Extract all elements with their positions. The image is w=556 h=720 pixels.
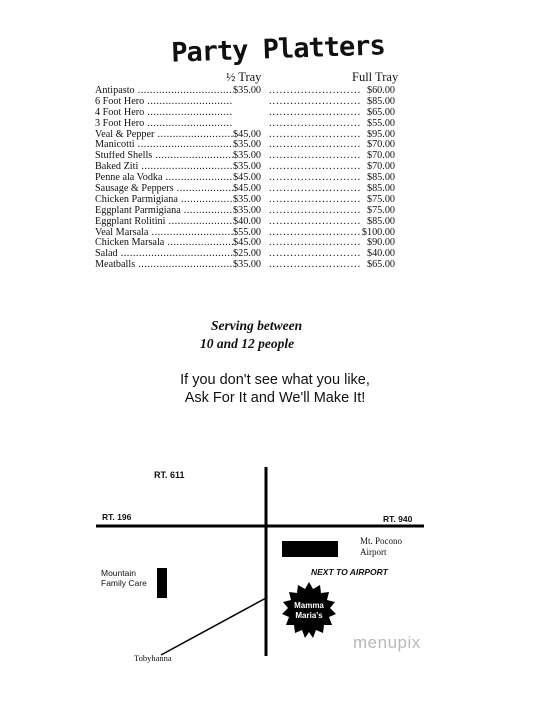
half-tray-price: $35.00	[233, 140, 262, 151]
menu-item-name: Stuffed Shells .....	[95, 151, 233, 162]
full-tray-price: $70.00	[366, 151, 395, 162]
page-title: Party Platters	[170, 30, 386, 69]
full-tray-price: $65.00	[366, 107, 395, 118]
menu-item-name: Sausage & Peppers .....	[95, 184, 233, 195]
menu-item-name: Veal Marsala .....	[95, 228, 233, 239]
tobyhanna-road	[161, 598, 266, 655]
full-tray-price: $70.00	[366, 140, 395, 151]
menu-item-name: 3 Foot Hero .....	[95, 119, 233, 130]
half-tray-price: $40.00	[233, 216, 262, 227]
tobyhanna-label: Tobyhanna	[134, 653, 172, 663]
full-tray-price: $85.00	[366, 96, 395, 107]
mountain-family-care-label: Mountain Family Care	[101, 568, 147, 588]
rt-196-label: RT. 196	[102, 512, 132, 522]
half-tray-price: $35.00	[233, 205, 262, 216]
restaurant-name-line-2: Maria's	[295, 611, 323, 620]
half-tray-price: $45.00	[233, 184, 262, 195]
airport-block	[282, 541, 338, 557]
full-tray-price: $70.00	[366, 162, 395, 173]
half-tray-price: $35.00	[233, 194, 262, 205]
full-tray-price: $75.00	[366, 194, 395, 205]
full-tray-price: $85.00	[366, 216, 395, 227]
menu-item-name: Eggplant Parmigiana .....	[95, 206, 233, 217]
menu-item-name: Meatballs .....	[95, 260, 233, 271]
column-header-full-tray: Full Tray	[352, 70, 399, 84]
half-tray-price: $35.00	[233, 151, 262, 162]
menu-item-name: Chicken Parmigiana .....	[95, 195, 233, 206]
watermark: menupix	[353, 633, 421, 652]
full-tray-price: $85.00	[366, 173, 395, 184]
menu-item-name: Penne ala Vodka .....	[95, 173, 233, 184]
full-tray-price: $55.00	[366, 118, 395, 129]
full-tray-price: $65.00	[366, 260, 395, 271]
menu-item-name: Salad .....	[95, 249, 233, 260]
rt-940-label: RT. 940	[383, 514, 413, 524]
half-tray-price: $35.00	[233, 162, 262, 173]
mountain-family-care-block	[157, 568, 167, 598]
half-tray-price: $25.00	[233, 249, 262, 260]
full-tray-price: $100.00	[361, 227, 395, 238]
tagline-line-2: Ask For It and We'll Make It!	[184, 390, 366, 406]
half-tray-price: $35.00	[233, 86, 262, 96]
menu-item-name: Eggplant Rolitini .....	[95, 217, 233, 228]
restaurant-name	[285, 601, 333, 621]
menu-item-name: Chicken Marsala .....	[95, 238, 233, 249]
tagline-line-1: If you don't see what you like,	[180, 372, 370, 388]
full-tray-price: $40.00	[366, 249, 395, 260]
serving-line-1: Serving between	[211, 318, 303, 333]
menu-item-name: Manicotti .....	[95, 140, 233, 151]
airport-label: Mt. Pocono Airport	[360, 536, 403, 557]
half-tray-price: $45.00	[233, 238, 262, 249]
half-tray-price: $45.00	[233, 173, 262, 184]
column-header-half-tray: ½ Tray	[226, 70, 262, 84]
menu-item-name: 4 Foot Hero .....	[95, 108, 233, 119]
rt-611-label: RT. 611	[154, 470, 185, 480]
full-tray-price: $85.00	[366, 184, 395, 195]
full-tray-price: $90.00	[366, 238, 395, 249]
half-tray-price: $45.00	[233, 129, 262, 140]
menu-item-name: 6 Foot Hero .....	[95, 97, 233, 108]
restaurant-name-line-1: Mamma	[294, 601, 324, 610]
half-tray-price: $35.00	[233, 260, 262, 271]
full-tray-price: $95.00	[366, 129, 395, 140]
full-tray-price: $75.00	[366, 205, 395, 216]
full-tray-price: $60.00	[366, 86, 395, 96]
menu-item-name: Baked Ziti .....	[95, 162, 233, 173]
next-to-airport-label: NEXT TO AIRPORT	[311, 567, 388, 577]
serving-line-2: 10 and 12 people	[200, 336, 295, 351]
half-tray-price: $55.00	[233, 227, 262, 238]
menu-item-name: Veal & Pepper .....	[95, 130, 233, 141]
menu-item-name: Antipasto .....	[95, 86, 233, 97]
